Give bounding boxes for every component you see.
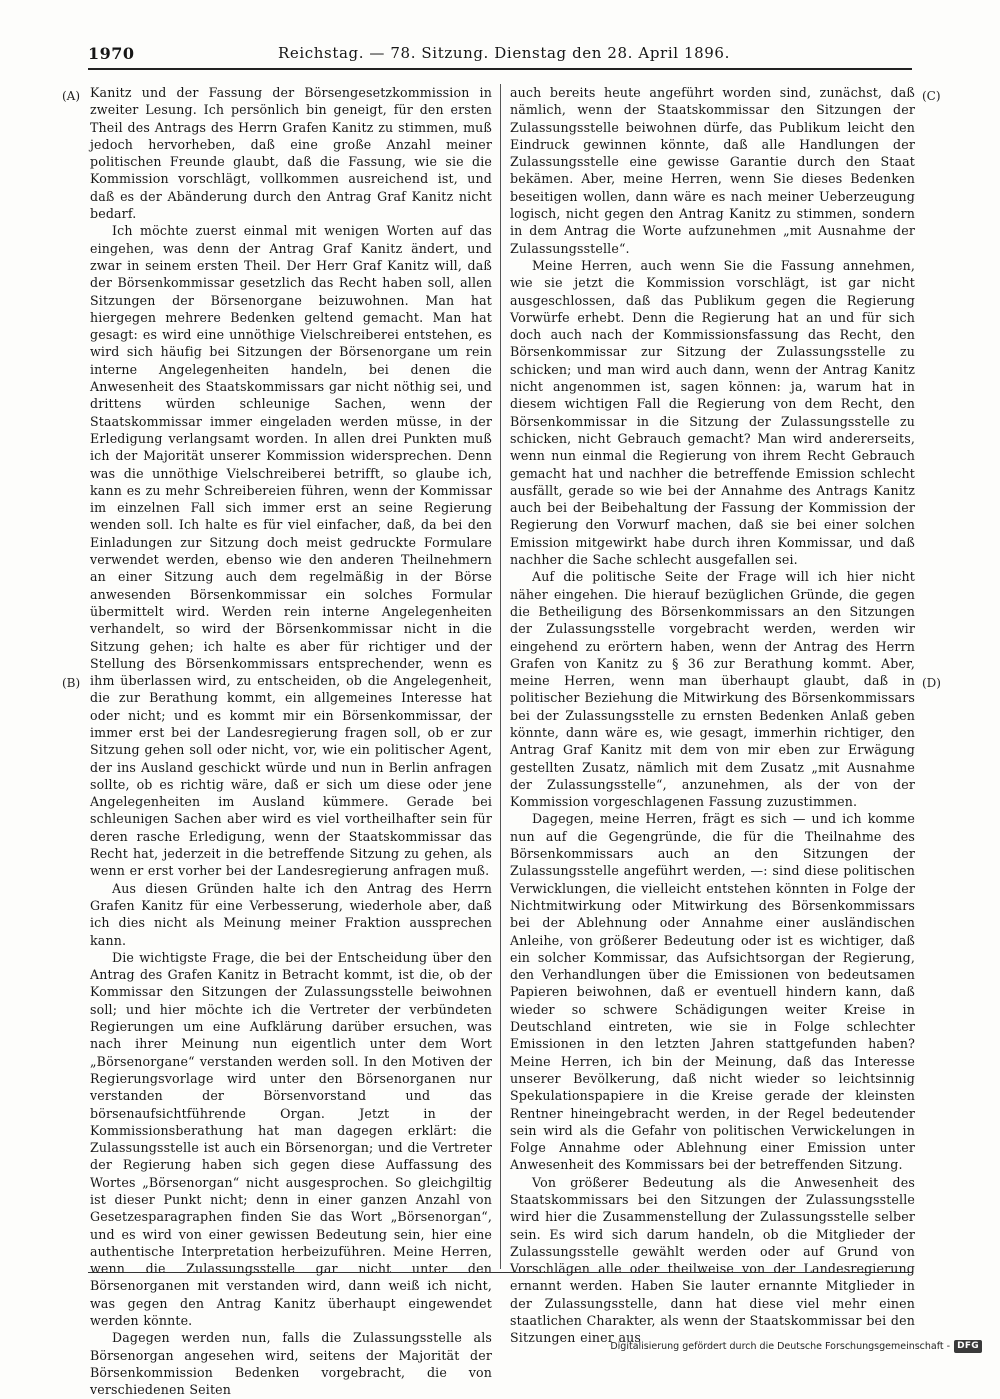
paragraph: auch bereits heute angeführt worden sind, zunächst, daß nämlich, wenn der Staatskommissar den Sitzungen der Zulassungsstelle beiwohnen dürfe, das Publikum leicht den Eindruck gewinnen könnte, daß alle Handlungen der Zulassungsstelle eine gewisse Garantie durch den Staat bekämen. Aber, meine Herren, wenn Sie dieses Bedenken beseitigen wollen, dann wäre es nach meiner Ueberzeugung logisch, nicht gegen den Antrag Kanitz zu stimmen, sondern in dem Antrag die Worte aufzunehmen „mit Ausnahme der Zulassungsstelle“. xyxy=(510,85,915,256)
right-column xyxy=(510,84,915,1346)
paragraph: Dagegen werden nun, falls die Zulassungsstelle als Börsenorgan angesehen wird, seitens der Majorität der Börsenkommission Bedenken vorgebracht, die von verschiedenen Seiten xyxy=(90,1330,492,1398)
margin-marker-a: (A) xyxy=(62,89,81,103)
margin-marker-b: (B) xyxy=(62,676,81,690)
margin-marker-c: (C) xyxy=(922,89,941,103)
page-number: 1970 xyxy=(88,44,135,63)
paragraph: Dagegen, meine Herren, frägt es sich — und ich komme nun auf die Gegengründe, die für die Theilnahme des Börsenkommissars auch an den Sitzungen der Zulassungsstelle angeführt werden, —: sind diese politischen Verwicklungen, die vielleicht entstehen könnten in Folge der Nichtmitwirkung oder Mitwirkung des Börsenkommissars bei der Ablehnung oder Annahme einer ausländischen Anleihe, von größerer Bedeutung oder ist es wichtiger, daß ein solcher Kommissar, das Aufsichtsorgan der Regierung, den Verhandlungen über die Emissionen von bedeutsamen Papieren beiwohnen, daß er eventuell hindern kann, daß wieder so schwere Schädigungen weiter Kreise in Deutschland eintreten, wie sie in Folge schlechter Emissionen in den letzten Jahren stattgefunden haben? Meine Herren, ich bin der Meinung, daß das Interesse unserer Bevölkerung, daß nicht wieder so leichtsinnig Spekulationspapiere in die Kreise gerade der kleinsten Rentner hineingebracht werden, in der Regel bedeutender sein wird als die Gefahr von politischen Verwickelungen in Folge Annahme oder Ablehnung einer Emission unter Anwesenheit des Kommissars bei der betreffenden Sitzung. xyxy=(510,811,915,1173)
paragraph: Auf die politische Seite der Frage will ich hier nicht näher eingehen. Die hierauf bezüglichen Gründe, die gegen die Betheiligung des Börsenkommissars an den Sitzungen der Zulassungsstelle vorgebracht werden, werden wir eingehend zu erörtern haben, wenn der Antrag des Herrn Grafen von Kanitz zu § 36 zur Berathung kommt. Aber, meine Herren, wenn man überhaupt glaubt, daß in politischer Beziehung die Mitwirkung des Börsenkommissars bei der Zulassungsstelle zu ernsten Bedenken Anlaß geben könnte, dann wäre es, wie gesagt, immerhin richtiger, den Antrag Graf Kanitz mit dem von mir eben zur Erwägung gestellten Zusatz, nämlich mit dem Zusatz „mit Ausnahme der Zulassungsstelle“, anzunehmen, als der von der Kommission vorgeschlagenen Fassung zuzustimmen. xyxy=(510,569,915,810)
margin-marker-d: (D) xyxy=(922,676,941,690)
column-divider xyxy=(500,84,501,1269)
digitization-credit xyxy=(610,1338,982,1354)
paragraph: Kanitz und der Fassung der Börsengesetzkommission in zweiter Lesung. Ich persönlich bin geneigt, für den ersten Theil des Antrags des Herrn Grafen Kanitz zu stimmen, muß jedoch hervorheben, daß eine große Anzahl meiner politischen Freunde glaubt, daß die Fassung, wie sie die Kommission vorschlägt, vollkommen ausreichend ist, und daß es der Abänderung durch den Antrag Graf Kanitz nicht bedarf. xyxy=(90,85,492,222)
header-rule xyxy=(88,68,912,70)
paragraph: Aus diesen Gründen halte ich den Antrag des Herrn Grafen Kanitz für eine Verbesserung, wiederhole aber, daß ich dies nicht als Meinung meiner Fraktion aussprechen kann. xyxy=(90,880,492,948)
credit-text: Digitalisierung gefördert durch die Deutsche Forschungsgemeinschaft - xyxy=(610,1340,951,1352)
page-header xyxy=(88,44,908,68)
footer-rule xyxy=(88,1272,912,1273)
left-column xyxy=(90,84,492,1398)
paragraph: Die wichtigste Frage, die bei der Entscheidung über den Antrag des Grafen Kanitz in Betracht kommt, ist die, ob der Kommissar den Sitzungen der Zulassungsstelle beiwohnen soll; und hier möchte ich die Vertreter der verbündeten Regierungen um eine Aufklärung darüber ersuchen, was nach ihrer Meinung nun eigentlich unter dem Wort „Börsenorgane“ verstanden werden soll. In den Motiven der Regierungsvorlage wird unter den Börsenorganen nur verstanden der Börsenvorstand und das börsenaufsichtführende Organ. Jetzt in der Kommissionsberathung hat man dagegen erklärt: die Zulassungsstelle ist auch ein Börsenorgan; und die Vertreter der Regierung haben sich gegen diese Auffassung des Wortes „Börsenorgan“ nicht ausgesprochen. So gleichgiltig ist dieser Punkt nicht; denn in einer ganzen Anzahl von Gesetzesparagraphen finden Sie das Wort „Börsenorgan“, und es wird von einer gewissen Bedeutung sein, hier eine authentische Interpretation herbeizuführen. Meine Herren, wenn die Zulassungsstelle gar nicht unter den Börsenorganen mit verstanden wird, dann weiß ich nicht, was gegen den Antrag Kanitz überhaupt eingewendet werden könnte. xyxy=(90,949,492,1329)
paragraph: Ich möchte zuerst einmal mit wenigen Worten auf das eingehen, was denn der Antrag Graf Kanitz ändert, und zwar in seinem ersten Theil. Der Herr Graf Kanitz will, daß der Börsenkommissar gesetzlich das Recht haben soll, allen Sitzungen der Börsenorgane beizuwohnen. Man hat hiergegen mehrere Bedenken geltend gemacht. Man hat gesagt: es wird eine unnöthige Vielschreiberei entstehen, es wird sich häufig bei Sitzungen der Börsenorgane um rein interne Angelegenheiten handeln, bei denen die Anwesenheit des Staatskommissars gar nicht nöthig sei, und drittens würden schleunige Sachen, wenn der Staatskommissar immer eingeladen werden müsse, in der Erledigung verlangsamt worden. In allen drei Punkten muß ich der Majorität unserer Kommission widersprechen. Denn was die unnöthige Vielschreiberei betrifft, so glaube ich, kann es zu mehr Schreibereien führen, wenn der Kommissar im einzelnen Fall sich immer erst an seine Regierung wenden soll. Ich halte es für viel einfacher, daß, da bei den Einladungen zur Sitzung doch meist gedruckte Formulare verwendet werden, ebenso wie den anderen Theilnehmern an einer Sitzung auch dem regelmäßig in der Börse anwesenden Börsenkommissar ein solches Formular übermittelt wird. Werden rein interne Angelegenheiten verhandelt, so wird der Börsenkommissar nicht in die Sitzung gehen; ich halte es aber für richtiger und der Stellung des Börsenkommissars entsprechender, wenn es ihm überlassen wird, zu entscheiden, ob die Angelegenheit, die zur Berathung kommt, ein allgemeines Interesse hat oder nicht; und es kommt mir ein Börsenkommissar, der immer erst bei der Landesregierung fragen soll, ob er zur Sitzung gehen soll oder nicht, vor, wie ein politischer Agent, der ins Ausland geschickt würde und nun in Berlin anfragen sollte, ob es richtig wäre, daß er sich um diese oder jene Angelegenheiten im Ausland kümmere. Gerade bei schleunigen Sachen aber wird es viel vortheilhafter sein für deren rasche Erledigung, wenn der Staatskommissar das Recht hat, jederzeit in die betreffende Sitzung zu gehen, als wenn er erst vorher bei der Landesregierung anfragen muß. xyxy=(90,223,492,879)
paragraph: Meine Herren, auch wenn Sie die Fassung annehmen, wie sie jetzt die Kommission vorschlägt, ist gar nicht ausgeschlossen, daß das Publikum gegen die Regierung Vorwürfe erhebt. Denn die Regierung hat an und für sich doch auch nach der Kommissionsfassung das Recht, den Börsenkommissar zur Sitzung der Zulassungsstelle zu schicken; und man wird auch dann, wenn der Antrag Kanitz nicht angenommen ist, sagen können: ja, warum hat in diesem wichtigen Fall die Regierung von dem Recht, den Börsenkommissar in die Sitzung der Zulassungsstelle zu schicken, nicht Gebrauch gemacht? Man wird andererseits, wenn nun einmal die Regierung von ihrem Recht Gebrauch gemacht hat und nachher die betreffende Emission schlecht ausfällt, gerade so wie bei der Annahme des Antrags Kanitz auch bei der Beibehaltung der Fassung der Kommission der Regierung den Vorwurf machen, daß sie bei einer solchen Emission mitgewirkt habe durch ihren Kommissar, und daß nachher die Sache schlecht ausgefallen sei. xyxy=(510,257,915,568)
paragraph: Von größerer Bedeutung als die Anwesenheit des Staatskommissars bei den Sitzungen der Zulassungsstelle wird hier die Zusammenstellung der Zulassungsstelle selber sein. Es wird sich darum handeln, ob die Mitglieder der Zulassungsstelle gewählt werden oder auf Grund von Vorschlägen alle oder theilweise von der Landesregierung ernannt werden. Haben Sie lauter ernannte Mitglieder in der Zulassungsstelle, dann hat diese viel mehr einen staatlichen Charakter, als wenn der Staatskommissar bei den Sitzungen einer aus xyxy=(510,1174,915,1346)
dfg-logo: DFG xyxy=(954,1340,982,1353)
running-title: Reichstag. — 78. Sitzung. Dienstag den 28. April 1896. xyxy=(278,44,730,62)
